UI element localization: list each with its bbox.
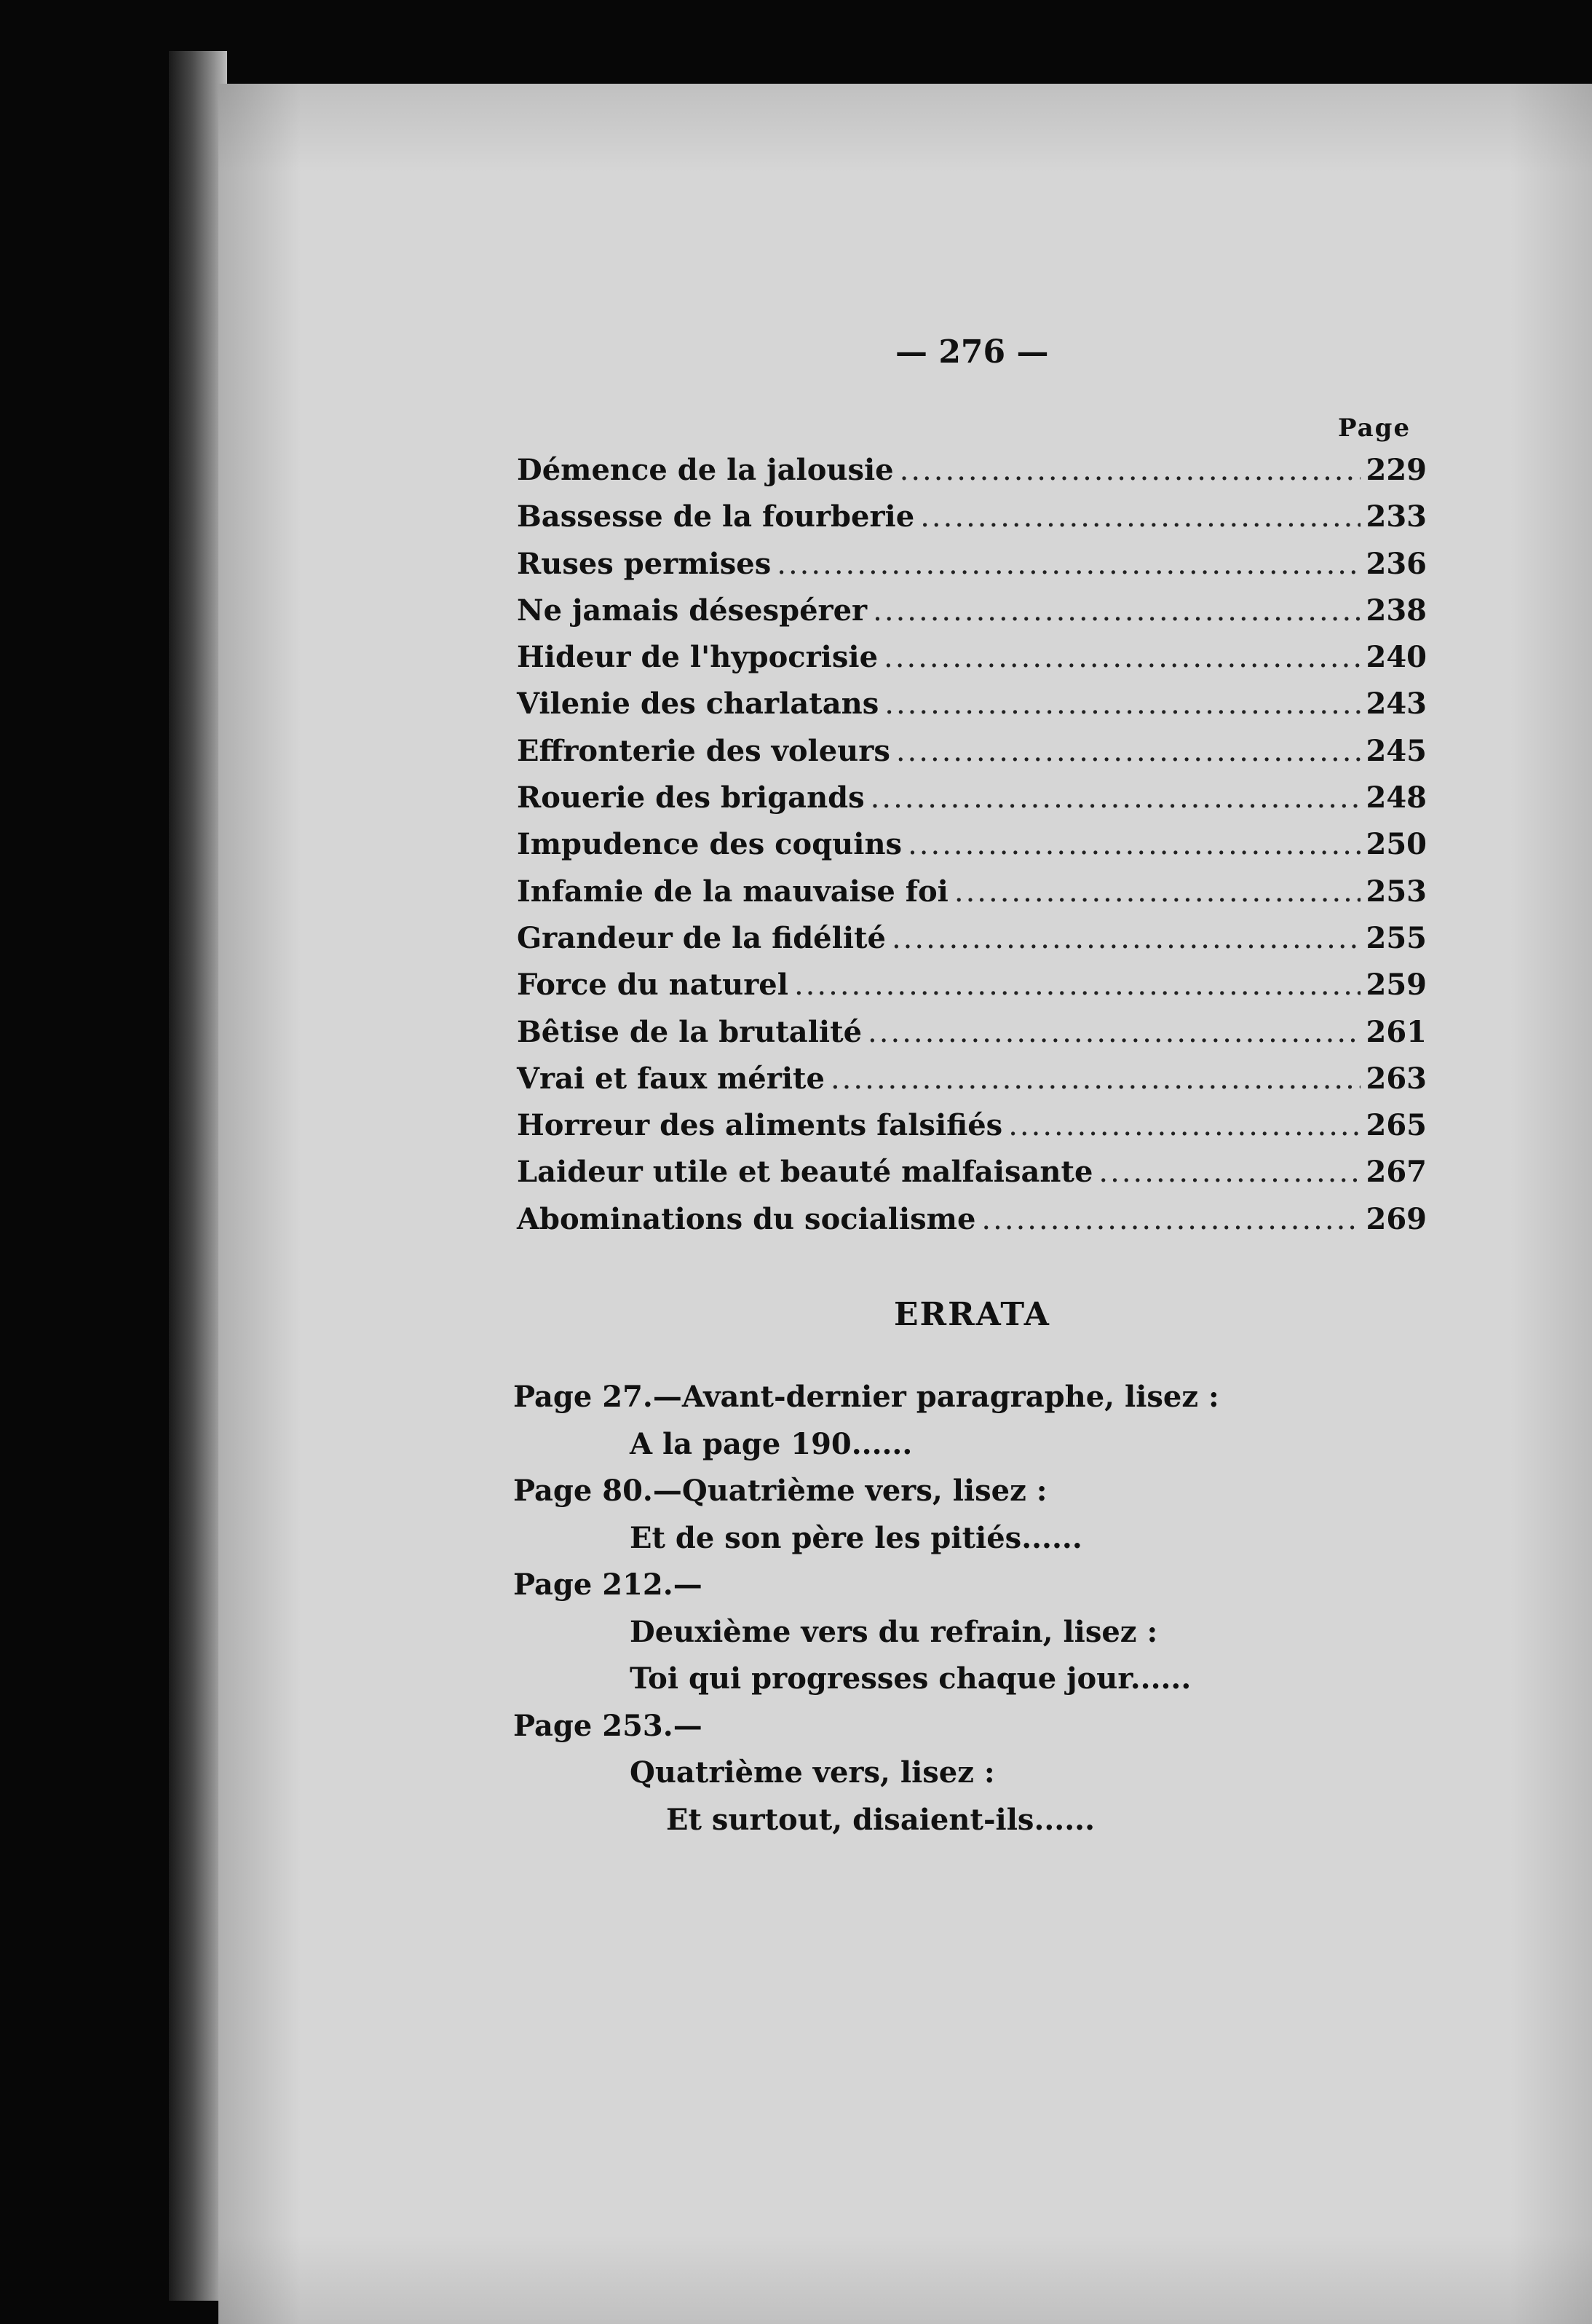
toc-entry-page: 263: [1366, 1061, 1427, 1096]
toc-entry: [517, 968, 1427, 1014]
toc-entry-page: 233: [1366, 499, 1427, 534]
toc-entry: [517, 499, 1427, 546]
toc-entry-title: Force du naturel: [517, 968, 788, 1003]
toc-entry-page: 245: [1366, 733, 1427, 768]
toc-entry: [517, 1202, 1427, 1249]
toc-entry: [517, 827, 1427, 874]
errata-line: Toi qui progresses chaque jour......: [630, 1661, 1192, 1696]
toc-entry-title: Démence de la jalousie: [517, 453, 894, 487]
errata-line: Page 253.—: [513, 1708, 702, 1743]
toc-entry-title: Rouerie des brigands: [517, 780, 865, 815]
toc-entry-title: Laideur utile et beauté malfaisante: [517, 1155, 1093, 1190]
dot-leader: [884, 641, 1360, 674]
errata-line: Et de son père les pitiés......: [630, 1520, 1082, 1555]
toc-entry-title: Abominations du socialisme: [517, 1201, 976, 1236]
dot-leader: [981, 1203, 1360, 1236]
dot-leader: [1098, 1155, 1360, 1189]
toc-entry-title: Hideur de l'hypocrisie: [517, 640, 879, 675]
toc-entry-page: 248: [1366, 780, 1427, 815]
toc-entry-page: 250: [1366, 827, 1427, 862]
toc-entry: [517, 734, 1427, 780]
errata-heading: ERRATA: [894, 1296, 1050, 1333]
toc-entry-title: Ruses permises: [517, 546, 772, 581]
dot-leader: [873, 594, 1360, 628]
toc-entry: [517, 453, 1427, 499]
dot-leader: [1008, 1109, 1360, 1142]
toc-entry-title: Bêtise de la brutalité: [517, 1014, 863, 1049]
toc-entry-page: 261: [1366, 1014, 1427, 1049]
toc-entry: [517, 1155, 1427, 1201]
dot-leader: [884, 687, 1360, 721]
toc-entry-title: Bassesse de la fourberie: [517, 499, 915, 534]
page-number: — 276 —: [895, 333, 1049, 371]
toc-entry-page: 259: [1366, 968, 1427, 1003]
errata-line: Page 212.—: [513, 1568, 702, 1602]
toc-entry: [517, 1062, 1427, 1108]
toc-entry-title: Vrai et faux mérite: [517, 1061, 825, 1096]
toc-entry: [517, 687, 1427, 733]
dot-leader: [900, 454, 1361, 487]
dot-leader: [777, 548, 1360, 581]
toc-entry: [517, 547, 1427, 593]
toc-entry-page: 243: [1366, 687, 1427, 722]
toc-entry-page: 240: [1366, 640, 1427, 675]
page-column-heading: Page: [1338, 414, 1411, 443]
toc-entry-page: 265: [1366, 1108, 1427, 1143]
errata-line: Page 27.—Avant-dernier paragraphe, lisez :: [513, 1380, 1219, 1414]
errata-line: Et surtout, disaient-ils......: [666, 1802, 1096, 1837]
toc-entry: [517, 874, 1427, 921]
toc-entry-page: 253: [1366, 874, 1427, 909]
table-of-contents: [517, 453, 1427, 1249]
toc-entry-page: 267: [1366, 1155, 1427, 1190]
toc-entry-page: 236: [1366, 546, 1427, 581]
toc-entry: [517, 593, 1427, 640]
dot-leader: [908, 828, 1360, 861]
toc-entry-page: 269: [1366, 1201, 1427, 1236]
toc-entry-title: Impudence des coquins: [517, 827, 903, 862]
toc-entry-page: 238: [1366, 593, 1427, 628]
dot-leader: [871, 781, 1361, 815]
toc-entry-title: Ne jamais désespérer: [517, 593, 868, 628]
toc-entry-title: Horreur des aliments falsifiés: [517, 1108, 1003, 1143]
toc-entry: [517, 921, 1427, 968]
toc-entry-page: 255: [1366, 920, 1427, 955]
errata-line: A la page 190......: [630, 1426, 913, 1461]
dot-leader: [794, 968, 1361, 1002]
toc-entry-title: Vilenie des charlatans: [517, 687, 879, 722]
toc-entry: [517, 1108, 1427, 1155]
errata-line: Quatrième vers, lisez :: [630, 1755, 995, 1790]
dot-leader: [954, 875, 1361, 909]
toc-entry: [517, 640, 1427, 687]
toc-entry-title: Effronterie des voleurs: [517, 733, 890, 768]
toc-entry: [517, 780, 1427, 827]
dot-leader: [892, 922, 1361, 955]
toc-entry: [517, 1015, 1427, 1062]
toc-entry-title: Infamie de la mauvaise foi: [517, 874, 949, 909]
toc-entry-title: Grandeur de la fidélité: [517, 920, 886, 955]
errata-list: [513, 1380, 1423, 1849]
dot-leader: [831, 1062, 1361, 1096]
toc-entry-page: 229: [1366, 453, 1427, 487]
dot-leader: [920, 500, 1360, 534]
errata-line: Deuxième vers du refrain, lisez :: [630, 1614, 1158, 1649]
dot-leader: [896, 735, 1361, 768]
dot-leader: [868, 1016, 1360, 1049]
errata-line: Page 80.—Quatrième vers, lisez :: [513, 1474, 1048, 1508]
